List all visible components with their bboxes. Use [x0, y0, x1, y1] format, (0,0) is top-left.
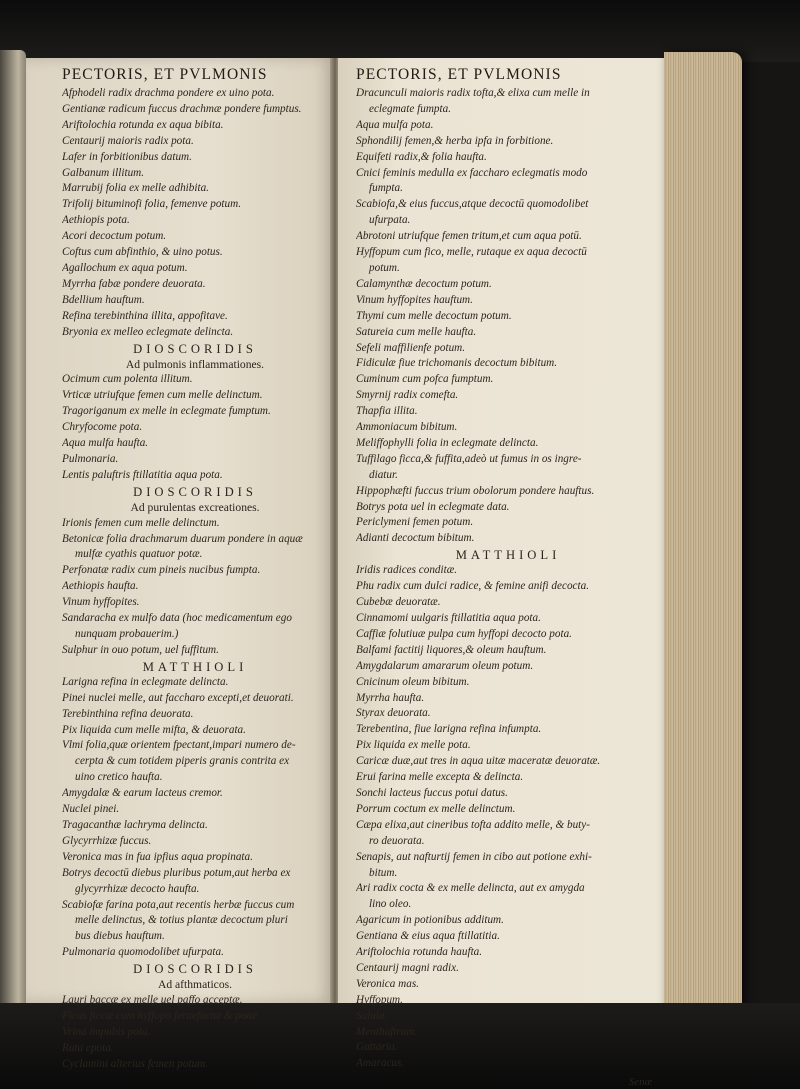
remedy-entry: Ruta epota.	[62, 1041, 114, 1054]
left-page-text	[62, 86, 328, 1073]
remedy-entry: Perfonatæ radix cum pineis nucibus fumpta.	[62, 564, 261, 577]
remedy-entry: Sonchi lacteus fuccus potui datus.	[356, 786, 508, 799]
text-line-continuation: bitum.	[369, 866, 398, 879]
remedy-entry: Ari radix cocta & ex melle delincta, aut ex amygda	[356, 882, 585, 895]
remedy-entry: Botrys decoctū diebus pluribus potum,aut herba ex	[62, 866, 291, 879]
remedy-entry: Bryonia ex melleo eclegmate delincta.	[62, 325, 234, 338]
remedy-entry: Erui farina melle excepta & delincta.	[356, 771, 524, 784]
section-subheading: Ad afthmaticos.	[157, 978, 233, 992]
remedy-entry: Nuclei pinei.	[62, 803, 120, 816]
remedy-entry: Tuffilago ficca,& fuffita,adeò ut fumus in os ingre-	[356, 452, 582, 465]
remedy-entry: Aqua mulfa haufta.	[62, 437, 149, 450]
remedy-entry: Cubebæ deuoratæ.	[356, 596, 441, 609]
remedy-entry: Botrys pota uel in eclegmate data.	[356, 500, 510, 513]
right-running-header: PECTORIS, ET PVLMONIS	[356, 66, 562, 83]
remedy-entry: Sefeli maffilienfe potum.	[356, 341, 466, 354]
book-left-edge	[0, 50, 26, 1010]
remedy-entry: Abrotoni utriufque femen tritum,et cum aqua potū.	[356, 230, 582, 243]
right-page-column	[356, 66, 660, 1088]
remedy-entry: Veronica mas in fua ipfius aqua propinata.	[62, 850, 253, 863]
remedy-entry: Satureia cum melle haufta.	[356, 325, 477, 338]
book-fore-edge	[664, 52, 742, 1017]
remedy-entry: Galbanum illitum.	[62, 166, 145, 179]
remedy-entry: Bdellium hauftum.	[62, 293, 145, 306]
remedy-entry: Amygdalarum amararum oleum potum.	[356, 659, 534, 672]
remedy-entry: Pulmonaria.	[62, 452, 119, 465]
text-line-continuation: melle delinctus, & totius plantæ decoctum pluri	[75, 914, 288, 927]
remedy-entry: Irionis femen cum melle delinctum.	[62, 516, 220, 529]
remedy-entry: Ariftolochia rotunda ex aqua bibita.	[62, 118, 224, 131]
remedy-entry: Ocimum cum polenta illitum.	[62, 373, 193, 386]
text-line-continuation: lino oleo.	[369, 898, 412, 911]
remedy-entry: Tragacanthæ lachryma delincta.	[62, 818, 208, 831]
right-page-text	[356, 86, 660, 1072]
section-heading: MATTHIOLI	[142, 659, 248, 674]
catchword: Senæ	[628, 1076, 652, 1089]
remedy-entry: Saluia.	[356, 1009, 388, 1022]
remedy-entry: Aqua mulfa pota.	[356, 118, 434, 131]
left-page-column	[62, 66, 328, 1073]
text-line-continuation: uino cretico haufta.	[75, 771, 163, 784]
remedy-entry: Coftus cum abfinthio, & uino potus.	[62, 246, 223, 259]
section-subheading: Ad pulmonis inflammationes.	[125, 357, 265, 371]
section-heading: DIOSCORIDIS	[133, 962, 257, 977]
section-heading: DIOSCORIDIS	[133, 484, 257, 499]
remedy-entry: Sphondilij femen,& herba ipfa in forbitione.	[356, 134, 554, 147]
remedy-entry: Porrum coctum ex melle delinctum.	[356, 802, 516, 815]
remedy-entry: Gentianæ radicum fuccus drachmæ pondere fumptus.	[62, 102, 302, 115]
text-line-continuation: ufurpata.	[369, 214, 411, 227]
text-line-continuation: eclegmate fumpta.	[369, 102, 452, 115]
remedy-entry: Hippophæfti fuccus trium obolorum pondere hauftus.	[356, 484, 595, 497]
remedy-entry: Centaurij maioris radix pota.	[62, 134, 194, 147]
remedy-entry: Refina terebinthina illita, appofitave.	[62, 309, 228, 322]
remedy-entry: Vrticæ utriufque femen cum melle delinctum.	[62, 389, 263, 402]
remedy-entry: Periclymeni femen potum.	[356, 516, 474, 529]
remedy-entry: Dracunculi maioris radix tofta,& elixa cum melle in	[356, 87, 590, 99]
remedy-entry: Aethiopis haufta.	[62, 580, 139, 593]
remedy-entry: Phu radix cum dulci radice, & femine anifi decocta.	[356, 580, 590, 593]
text-line-continuation: diatur.	[369, 468, 398, 481]
remedy-entry: Equifeti radix,& folia haufta.	[356, 150, 487, 163]
remedy-entry: Tragoriganum ex melle in eclegmate fumptum.	[62, 405, 271, 418]
text-line-continuation: ro deuorata.	[369, 834, 425, 847]
remedy-entry: Hyffopum cum fico, melle, rutaque ex aqua decoctū	[356, 246, 587, 259]
remedy-entry: Larigna refina in eclegmate delincta.	[62, 675, 229, 688]
remedy-entry: Fidiculæ fiue trichomanis decoctum bibitum.	[356, 357, 558, 370]
remedy-entry: Myrrha fabæ pondere deuorata.	[62, 277, 206, 290]
remedy-entry: Pulmonaria quomodolibet ufurpata.	[62, 946, 224, 959]
remedy-entry: Cnici feminis medulla ex faccharo eclegmatis modo	[356, 166, 588, 179]
remedy-entry: Vlmi folia,quæ orientem fpectant,impari numero de-	[62, 739, 296, 752]
remedy-entry: Scabiofæ farina pota,aut recentis herbæ fuccus cum	[62, 898, 295, 911]
text-line-continuation: mulfæ cyathis quatuor potæ.	[75, 548, 203, 561]
remedy-entry: Marrubij folia ex melle adhibita.	[62, 182, 209, 195]
remedy-entry: Terebinthina refina deuorata.	[62, 707, 194, 720]
text-line-continuation: nunquam probauerim.)	[75, 628, 179, 640]
remedy-entry: Centaurij magni radix.	[356, 961, 459, 974]
remedy-entry: Ficus ficcæ cum hyffopo feruefactæ & potæ.	[62, 1009, 260, 1022]
section-subheading: Ad purulentas excreationes.	[130, 500, 260, 514]
remedy-entry: Sandaracha ex mulfo data (hoc medicamentum ego	[62, 612, 292, 625]
remedy-entry: Balfami factitij liquores,& oleum hauftum.	[356, 643, 547, 656]
left-running-header: PECTORIS, ET PVLMONIS	[62, 66, 268, 83]
remedy-entry: Myrrha haufta.	[356, 691, 425, 704]
remedy-entry: Scabiofa,& eius fuccus,atque decoctū quomodolibet	[356, 198, 589, 211]
remedy-entry: Calamynthæ decoctum potum.	[356, 277, 492, 290]
remedy-entry: Caffiæ folutiuæ pulpa cum hyffopi decocto pota.	[356, 627, 572, 640]
remedy-entry: Caricæ duæ,aut tres in aqua uitæ maceratæ deuoratæ.	[356, 755, 601, 768]
text-line-continuation: bus diebus hauftum.	[75, 930, 165, 943]
remedy-entry: Ariftolochia rotunda haufta.	[356, 946, 483, 959]
text-line-continuation: potum.	[369, 261, 400, 274]
remedy-entry: Amygdalæ & earum lacteus cremor.	[62, 787, 223, 800]
remedy-entry: Lentis paluftris ftillatitia aqua pota.	[62, 468, 223, 481]
section-heading: MATTHIOLI	[455, 548, 561, 563]
remedy-entry: Thymi cum melle decoctum potum.	[356, 309, 512, 322]
remedy-entry: Glycyrrhizæ fuccus.	[62, 834, 152, 847]
remedy-entry: Cuminum cum pofca fumptum.	[356, 373, 494, 386]
remedy-entry: Cnicinum oleum bibitum.	[356, 675, 470, 688]
remedy-entry: Vinum hyffopites hauftum.	[356, 293, 473, 306]
remedy-entry: Cyclamini alterius femen potum.	[62, 1057, 209, 1070]
remedy-entry: Lafer in forbitionibus datum.	[62, 150, 192, 163]
remedy-entry: Agaricum in potionibus additum.	[356, 914, 504, 927]
remedy-entry: Aethiopis pota.	[62, 214, 130, 227]
remedy-entry: Trifolij bituminofi folia, femenve potum.	[62, 198, 241, 211]
remedy-entry: Smyrnij radix comefta.	[356, 389, 459, 402]
text-line-continuation: cerpta & cum totidem piperis granis contrita ex	[75, 755, 290, 768]
remedy-entry: Gentiana & eius aqua ftillatitia.	[356, 930, 500, 943]
remedy-entry: Gattaria.	[356, 1041, 398, 1054]
text-line-continuation: fumpta.	[369, 182, 403, 195]
text-line-continuation: glycyrrhizæ decocto haufta.	[75, 882, 200, 895]
remedy-entry: Terebentina, fiue larigna refina infumpta.	[356, 723, 542, 736]
remedy-entry: Pinei nuclei melle, aut faccharo excepti,et deuorati.	[62, 691, 294, 704]
remedy-entry: Pix liquida ex melle pota.	[356, 739, 471, 752]
remedy-entry: Thapfia illita.	[356, 405, 418, 418]
remedy-entry: Ammoniacum bibitum.	[356, 421, 458, 434]
remedy-entry: Agallochum ex aqua potum.	[62, 261, 188, 274]
remedy-entry: Iridis radices conditæ.	[356, 564, 457, 577]
remedy-entry: Pix liquida cum melle mifta, & deuorata.	[62, 723, 246, 736]
remedy-entry: Adianti decoctum bibitum.	[356, 532, 475, 545]
remedy-entry: Amaracus.	[356, 1057, 405, 1070]
remedy-entry: Sulphur in ouo potum, uel fuffitum.	[62, 643, 219, 656]
remedy-entry: Chryfocome pota.	[62, 421, 143, 434]
remedy-entry: Veronica mas.	[356, 977, 419, 990]
remedy-entry: Lauri baccæ ex melle uel paffo acceptæ.	[62, 994, 243, 1007]
remedy-entry: Hyffopum.	[356, 993, 403, 1006]
remedy-entry: Vrina impubis pota.	[62, 1025, 151, 1038]
remedy-entry: Afphodeli radix drachma pondere ex uino pota.	[62, 87, 275, 99]
remedy-entry: Meliffophylli folia in eclegmate delincta.	[356, 436, 539, 449]
remedy-entry: Menthaftrum.	[356, 1025, 418, 1038]
section-heading: DIOSCORIDIS	[133, 341, 257, 356]
remedy-entry: Cinnamomi uulgaris ftillatitia aqua pota.	[356, 612, 541, 624]
remedy-entry: Betonicæ folia drachmarum duarum pondere in aquæ	[62, 532, 303, 545]
remedy-entry: Cæpa elixa,aut cineribus tofta addito melle, & buty-	[356, 818, 590, 831]
remedy-entry: Vinum hyffopites.	[62, 596, 140, 609]
remedy-entry: Styrax deuorata.	[356, 707, 431, 720]
remedy-entry: Senapis, aut nafturtij femen in cibo aut potione exhi-	[356, 850, 592, 863]
remedy-entry: Acori decoctum potum.	[62, 230, 167, 243]
